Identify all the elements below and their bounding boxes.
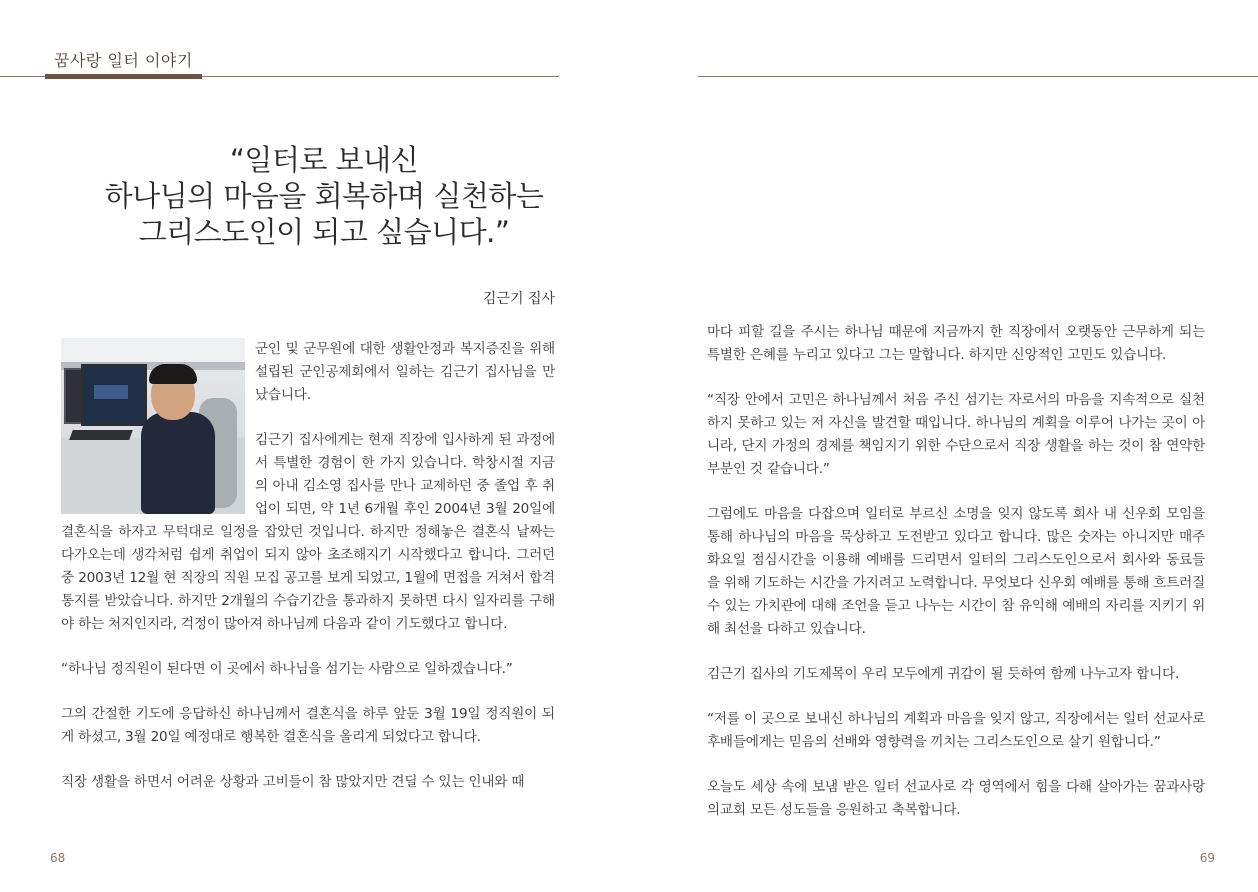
paragraph: 직장 생활을 하면서 어려운 상황과 고비들이 참 많았지만 견딜 수 있는 인내와 때 bbox=[61, 774, 525, 790]
right-page bbox=[629, 0, 1258, 892]
page-number-right: 69 bbox=[1199, 851, 1215, 865]
left-column bbox=[61, 338, 555, 816]
paragraph: 군인 및 군무원에 대한 생활안정과 복지증진을 위해 설립된 군인공제회에서 일하는 김근기 집사님을 만났습니다. bbox=[255, 341, 555, 403]
article-author: 김근기 집사 bbox=[482, 291, 555, 307]
section-title: 꿈사랑 일터 이야기 bbox=[54, 51, 193, 70]
headline-line-2: 하나님의 마음을 회복하며 실천하는 bbox=[104, 179, 544, 213]
paragraph: 마다 피할 길을 주시는 하나님 때문에 지금까지 한 직장에서 오랫동안 근무하게 되는 특별한 은혜를 누리고 있다고 그는 말합니다. 하지만 신앙적인 고민도 있습니다. bbox=[707, 324, 1205, 363]
quote-paragraph: “하나님 정직원이 된다면 이 곳에서 하나님을 섬기는 사람으로 일하겠습니다.” bbox=[61, 661, 513, 677]
quote-paragraph: “저를 이 곳으로 보내신 하나님의 계획과 마음을 잊지 않고, 직장에서는 일터 선교사로 후배들에게는 믿음의 선배와 영향력을 끼치는 그리스도인으로 살기 원합니다.” bbox=[707, 711, 1205, 750]
right-column bbox=[707, 321, 1205, 844]
paragraph: 그럼에도 마음을 다잡으며 일터로 부르신 소명을 잊지 않도록 회사 내 신우회 모임을 통해 하나님의 마음을 묵상하고 도전받고 있다고 합니다. 많은 숫자는 아니지만 매주 화요일 점심시간을 이용해 예배를 드리면서 일터의 그리스도인으로서 회사와 동료들을 위해 기도하는 시간을 가지려고 노력합니다. 무엇보다 신우회 예배를 통해 흐트러질 수 있는 가치관에 대해 조언을 듣고 나누는 시간이 참 유익해 예배의 자리를 지키기 위해 최선을 다하고 있습니다. bbox=[707, 506, 1205, 637]
headline-line-1: “일터로 보내신 bbox=[229, 143, 419, 177]
article-headline bbox=[40, 142, 608, 250]
page-number-left: 68 bbox=[50, 851, 66, 865]
header-accent-bar bbox=[45, 74, 202, 79]
keyboard-icon bbox=[69, 430, 133, 440]
interviewee-photo bbox=[61, 338, 245, 514]
paragraph: 김근기 집사에게는 현재 직장에 입사하게 된 과정에서 특별한 경험이 한 가지 있습니다. 학창시절 지금의 아내 김소영 집사를 만나 교제하던 중 졸업 후 취업이 되면, 약 1년 6개월 후인 2004년 3월 20일에 결혼식을 하자고 무턱대로 일정을 잡았던 것입니다. 하지만 정해놓은 결혼식 날짜는 다가오는데 생각처럼 쉽게 취업이 되지 않아 초조해지기 시작했다고 합니다. 그러던 중 2003년 12월 현 직장의 직원 모집 공고를 보게 되었고, 1월에 면접을 거쳐서 합격통지를 받았습니다. 하지만 2개월의 수습기간을 통과하지 못하면 다시 일자리를 구해야 하는 처지인지라, 걱정이 많아져 하나님께 다음과 같이 기도했다고 합니다. bbox=[61, 432, 555, 632]
paragraph: 김근기 집사의 기도제목이 우리 모두에게 귀감이 될 듯하여 함께 나누고자 합니다. bbox=[707, 666, 1180, 682]
monitor-icon bbox=[81, 364, 147, 426]
header-rule-right bbox=[698, 76, 1258, 77]
paragraph: 오늘도 세상 속에 보냄 받은 일터 선교사로 각 영역에서 힘을 다해 살아가는 꿈과사랑의교회 모든 성도들을 응원하고 축복합니다. bbox=[707, 779, 1205, 818]
quote-paragraph: “직장 안에서 고민은 하나님께서 처음 주신 섬기는 자로서의 마음을 지속적으로 실천하지 못하고 있는 저 자신을 발견할 때입니다. 하나님의 계획을 이루어 나가는 곳이 아니라, 단지 가정의 경제를 책임지기 위한 수단으로서 직장 생활을 하는 것이 참 연약한 부분인 것 같습니다.” bbox=[707, 392, 1205, 477]
headline-line-3: 그리스도인이 되고 싶습니다.” bbox=[138, 215, 510, 249]
paragraph: 그의 간절한 기도에 응답하신 하나님께서 결혼식을 하루 앞둔 3월 19일 정직원이 되게 하셨고, 3월 20일 예정대로 행복한 결혼식을 올리게 되었다고 합니다. bbox=[61, 706, 555, 745]
